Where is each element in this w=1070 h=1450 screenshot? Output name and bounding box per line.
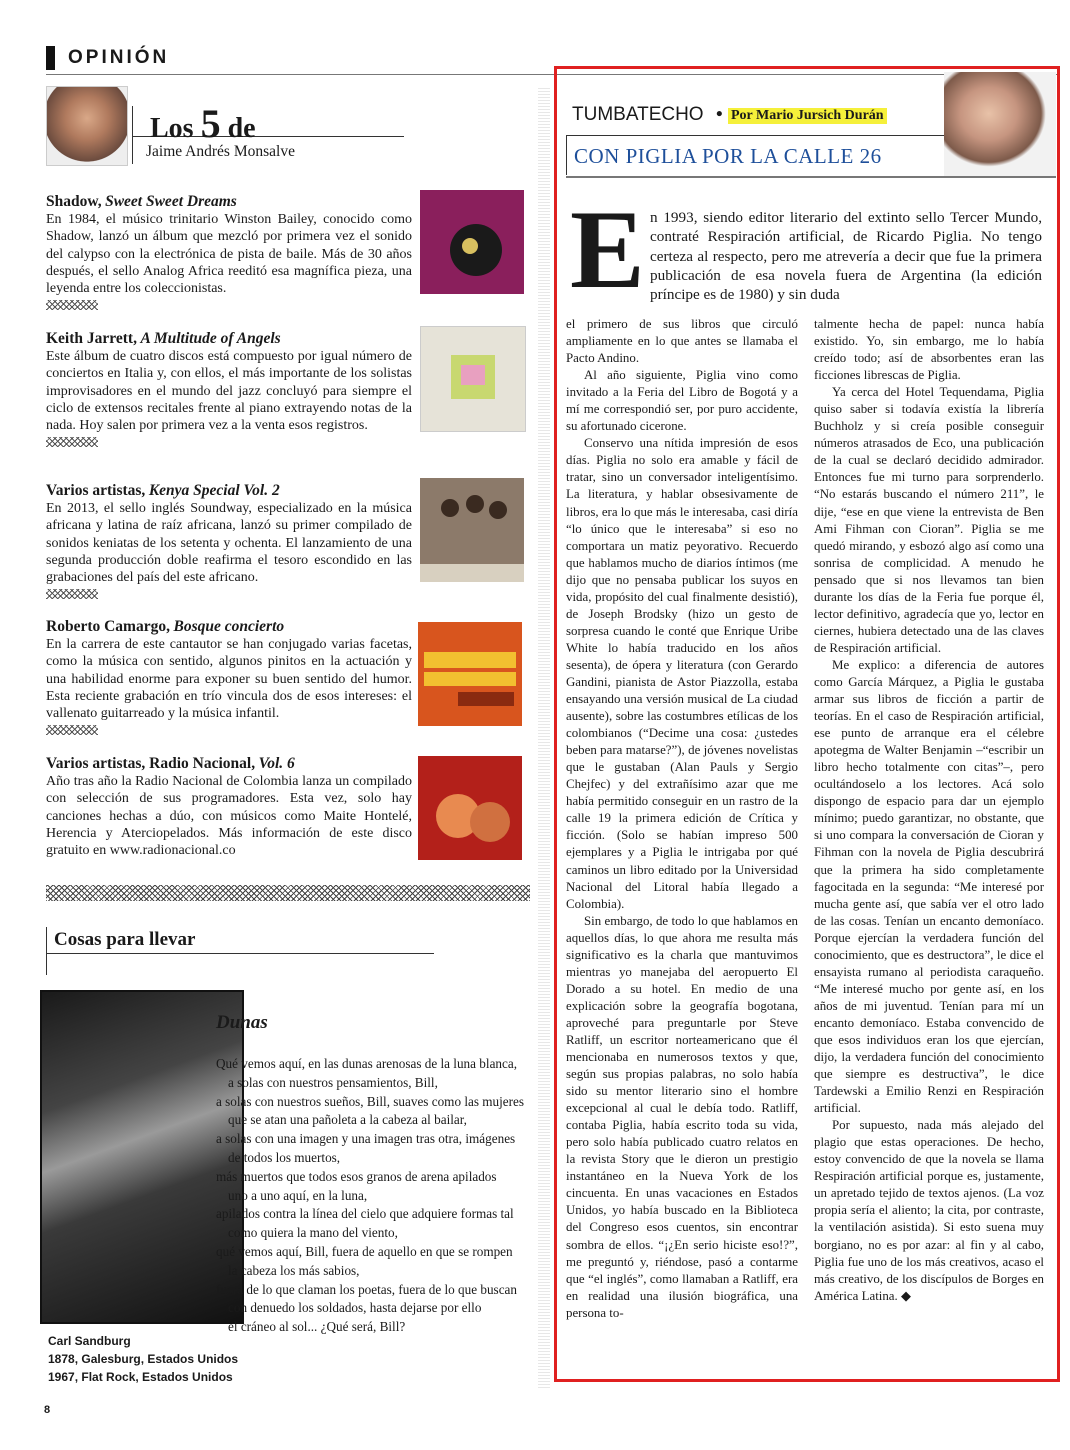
poem-line: la cabeza los más sabios,: [228, 1262, 360, 1278]
poem-line: Qué vemos aquí, en las dunas arenosas de la luna blanca,: [216, 1056, 518, 1071]
poem-line: qué vemos aquí, Bill, fuera de aquello en que se rompen: [216, 1243, 513, 1259]
album-cover: [420, 190, 524, 294]
poem-line: como quiera la mano del viento,: [228, 1225, 398, 1241]
album-cover: [420, 326, 526, 432]
album-cover: [418, 622, 522, 726]
article-kicker: TUMBATECHO: [572, 104, 704, 125]
article-lead: n 1993, siendo editor literario del extinto sello Tercer Mundo, contraté Respiración artificial, de Ricardo Piglia. No tengo certeza al respecto, pero me atrevería a decir que fue la primera publicación de esa novela fuera de Argentina (la edición príncipe es de 1980) y sin duda: [650, 209, 1042, 304]
album-artist: Varios artistas,: [46, 482, 146, 499]
album-entry: [46, 330, 412, 447]
article-column-right: [814, 316, 1044, 1305]
poem-line: fuera de lo que claman los poetas, fuera de lo que buscan: [216, 1281, 517, 1297]
poem-line: apilados contra la línea del cielo que adquiere formas tal: [216, 1206, 514, 1222]
poem-body: [216, 1055, 536, 1337]
los5-title-post: de: [227, 113, 256, 144]
poem-line: más muertos que todos esos granos de arena apilados: [216, 1168, 497, 1184]
kicker-bullet: •: [716, 104, 723, 125]
poet-photo: [40, 990, 244, 1324]
headline-rule-bottom: [566, 176, 1056, 178]
article-paragraph: Al año siguiente, Piglia vino como invitado a la Feria del Libro de Bogotá y a mí me correspondió ser, por puro accidente, su afortunado cicerone.: [566, 368, 798, 434]
album-title: Bosque concierto: [173, 618, 285, 635]
poet-info: [48, 1332, 238, 1386]
poem-line: a solas con nuestros pensamientos, Bill,: [228, 1074, 438, 1090]
section-title: OPINIÓN: [68, 47, 170, 68]
album-title: Kenya Special Vol. 2: [148, 482, 280, 499]
los5-author: Jaime Andrés Monsalve: [146, 143, 295, 160]
album-entry: [46, 193, 412, 310]
article-headline: CON PIGLIA POR LA CALLE 26: [574, 144, 882, 168]
article-paragraph: Me explico: a diferencia de autores como García Márquez, a Piglia le gustaba armar sus libros de ficción a partir de teorías. En el caso de Respiración artificial, ese punto de arranque era el célebre apotegma de Walter Benjamin –“escribir un libro hecho totalmente con citas”–, pero ocultándoselo a los lectores. Acá solo dispongo de espacio para dar un ejemplo mínimo; puedo garantizar, no obstante, que si uno compara la conversación de Cioran y Fihman con la novela de Piglia descubrirá que la primera ha sido completamente fagocitada en la segunda: “Me interesé por mucha gente así, que sabía ver el otro lado de las cosas. Tenían un encanto demoníaco. Porque ejercían la verdadera función del conocimiento, que es destructora”, le dice el ensayista rumano al periodista caraqueño. “Me interesé mucho por gente así, en los años de mi juventud. Tenían para mí un encanto demoníaco. Estaba convencido de que esos individuos eran los que ejercían, dijo, la verdadera función del conocimiento que siempre es destructiva”, le dice Tardewski a Emilio Renzi en Respiración artificial.: [814, 657, 1044, 1116]
gutter-texture: [538, 88, 550, 1388]
article-paragraph: talmente hecha de papel: nunca había existido. Yo, sin embargo, me lo había creído todo; así de absorbentes eran las ficciones librescas de Piglia.: [814, 317, 1044, 383]
poem-line: que se atan una pañoleta a la cabeza al bailar,: [228, 1112, 467, 1128]
article-paragraph: Conservo una nítida impresión de esos días. Piglia no solo era amable y fácil de tratar, sino un conversador inteligentísimo. La literatura, y hablar obsesivamente de libros, era lo que más le interesaba, casi diría “lo único que le interesaba” si eso no comportara un matiz peyorativo. Recuerdo que hablamos mucho de diarios íntimos (me dijo que no pensaba publicar los suyos en vida, propósito del cual finalmente desistió), de Joseph Brodsky (hizo un gesto de sorpresa cuando le conté que Enrique Uribe White lo había traducido en los años sesenta), de ópera y literatura (con Gerardo Gandini, pianista de Astor Piazzolla, estaba ensayando una versión musical de La ciudad ausente), sobre las costumbres etílicas de los colombianos (“Decime una cosa: ¿ustedes beben para matarse?”), de jóvenes novelistas que le gustaban (Alan Pauls y Sergio Chejfec) y del extrañísimo azar que me había permitido conseguir en un rastro de la calle 19 la primera edición de Crítica y ficción. (Solo se habían impreso 500 ejemplares y a Piglia le intrigaba por qué caminos un libro editado por la Universidad Nacional del Litoral había llegado a Colombia).: [566, 436, 798, 911]
bosque-cover-art: [418, 622, 522, 726]
poem-line: el cráneo al sol... ¿Qué será, Bill?: [228, 1319, 406, 1335]
shadow-cover-art: [420, 190, 524, 294]
mini-divider: [46, 725, 98, 735]
los5-title-num: 5: [200, 101, 221, 146]
article-paragraph: Sin embargo, de todo lo que hablamos en aquellos días, lo que ahora me resulta más significativo es la charla que mantuvimos mientras yo manejaba del aeropuerto El Dorado a su hotel. En medio de una explicación sobre la geografía bogotana, aproveché para preguntarle por Steve Ratliff, un escritor norteamericano que él mencionaba en numerosos textos y que, según sus propias palabras, no solo había sido su mentor literario sino el hombre excepcional al cual le debía todo. Ratliff, contaba Piglia, había escrito toda su vida, pero solo había publicado cuatro relatos en la revista Story que le dieron un prestigio instantáneo en la Nueva York de los cincuenta. En unas vacaciones en Estados Unidos, yo había buscado en la Biblioteca del Congreso esos cuentos, sin encontrar sombra de ellos. “¡¿En serio hiciste eso!?”, me preguntó y, riéndose, pasó a contarme que “el inglés”, como llamaban a Ratliff, era en realidad una ilusión biográfica, una persona to-: [566, 913, 798, 1320]
los5-rule-vertical: [132, 106, 133, 164]
album-text: En la carrera de este cantautor se han conjugado varias facetas, como la música con sentido, algunos pinitos en la actuación y una habilidad enorme para exponer su buen sentido del humor. Esta reciente grabación en trío vincula dos de esos intereses: el vallenato guitarreado y la música infantil.: [46, 637, 412, 722]
jarrett-cover-art: [421, 327, 525, 431]
album-cover: [420, 478, 524, 582]
album-text: En 1984, el músico trinitario Winston Bailey, conocido como Shadow, lanzó un álbum que mezcló por primera vez el sonido del calypso con la electrónica de pista de baile. Más de 30 años después, el sello Analog Africa reeditó esa magnífica pieza, una leyenda entre los coleccionistas.: [46, 212, 412, 297]
columnist-portrait: [46, 86, 128, 166]
album-title: Sweet Sweet Dreams: [105, 193, 237, 210]
poem-line: uno a uno aquí, en la luna,: [228, 1187, 368, 1203]
poem-line: a solas con una imagen y una imagen tras otra, imágenes: [216, 1131, 516, 1147]
radio-nacional-cover-art: [418, 756, 522, 860]
poet-birth: 1878, Galesburg, Estados Unidos: [48, 1352, 239, 1366]
article-byline: Por Mario Jursich Durán: [728, 108, 887, 124]
article-paragraph: el primero de sus libros que circuló ampliamente en lo que antes se llamaba el Pacto Andino.: [566, 317, 798, 366]
page-number: 8: [44, 1404, 51, 1416]
cosas-title: Cosas para llevar: [54, 929, 196, 950]
poem-line: de todos los muertos,: [228, 1149, 341, 1165]
mini-divider: [46, 437, 98, 447]
album-text: Este álbum de cuatro discos está compuesto por igual número de conciertos en Italia y, con ellos, el más importante de los solistas improvisadores en el mundo del jazz concluyó para siempre el ciclo de extensos recitales frente al piano extrayendo notas de la nada. Hoy salen por primera vez a la venta esos registros.: [46, 349, 412, 434]
mini-divider: [46, 589, 98, 599]
poet-death: 1967, Flat Rock, Estados Unidos: [48, 1370, 233, 1384]
poem-title: Dunas: [216, 1012, 268, 1033]
section-divider: [46, 885, 530, 901]
section-bar: [46, 46, 55, 70]
album-entry: [46, 618, 412, 735]
album-title: A Multitude of Angels: [140, 330, 281, 347]
poem-line: a solas con nuestros sueños, Bill, suaves como las mujeres: [216, 1093, 525, 1109]
album-artist: Roberto Camargo,: [46, 618, 170, 635]
cosas-rule-horizontal: [46, 953, 434, 954]
album-artist: Varios artistas, Radio Nacional,: [46, 755, 256, 772]
los5-title: [150, 100, 256, 147]
article-paragraph: Por supuesto, nada más alejado del plagio que estas operaciones. De hecho, estoy convencido de que la novela se llama Respiración artificial porque es, justamente, un apretado tejido de textos ajenos. (La voz propia sería el aliento; la cita, por contraste, la ventilación asistida). Si esto suena muy borgiano, no es por azar: al fin y al cabo, Piglia fue uno de los más creativos, acaso el más creativo, de los discípulos de Borges en América Latina. ◆: [814, 1118, 1044, 1303]
kenya-cover-art: [420, 478, 524, 582]
album-artist: Shadow,: [46, 193, 102, 210]
cosas-rule-vertical: [46, 927, 47, 975]
album-cover: [418, 756, 522, 860]
album-artist: Keith Jarrett,: [46, 330, 137, 347]
drop-cap: E: [570, 188, 645, 312]
poem-line: con denuedo los soldados, hasta dejarse por ello: [228, 1300, 482, 1316]
album-entry: [46, 755, 412, 859]
album-entry: [46, 482, 412, 599]
headline-rule-vertical: [566, 135, 567, 175]
writer-photo: [944, 72, 1056, 176]
article-paragraph: Ya cerca del Hotel Tequendama, Piglia quiso saber si todavía existía la librería Buchholz y si creía posible conseguir números atrasados de Eco, una publicación de la cual se declaró decidido admirador. Entonces fue mi turno para sorprenderlo. “No estarás buscando el número 211”, le dije, “ese en que viene la entrevista de Ben Ami Fihman con Cioran”. Piglia se me quedó mirando, y esbozó algo así como una sonrisa de complicidad. A menudo he pensado que si nos llevamos tan bien durante los días de la Feria fue porque él, lector definitivo, agradecía que yo, lector en ciernes, hubiera detectado una de las claves de Respiración artificial.: [814, 385, 1044, 655]
article-column-left: [566, 316, 798, 1322]
album-title: Vol. 6: [258, 755, 295, 772]
album-text: Año tras año la Radio Nacional de Colombia lanza un compilado con selección de sus programadores. Esta vez, solo hay canciones hechas a dúo, con músicos como Maite Hontelé, Herencia y Aterciopelados. Más información de este disco gratuito en www.radionacional.co: [46, 774, 412, 859]
album-text: En 2013, el sello inglés Soundway, especializado en la música africana y latina de raíz africana, lanzó su primer compilado de sonidos keniatas de los setenta y ochenta. El lanzamiento de una segunda producción doble reafirma el tesoro escondido en las grabaciones del país del este africano.: [46, 501, 412, 586]
poet-name: Carl Sandburg: [48, 1334, 131, 1348]
los5-title-pre: Los: [150, 113, 194, 144]
mini-divider: [46, 300, 98, 310]
